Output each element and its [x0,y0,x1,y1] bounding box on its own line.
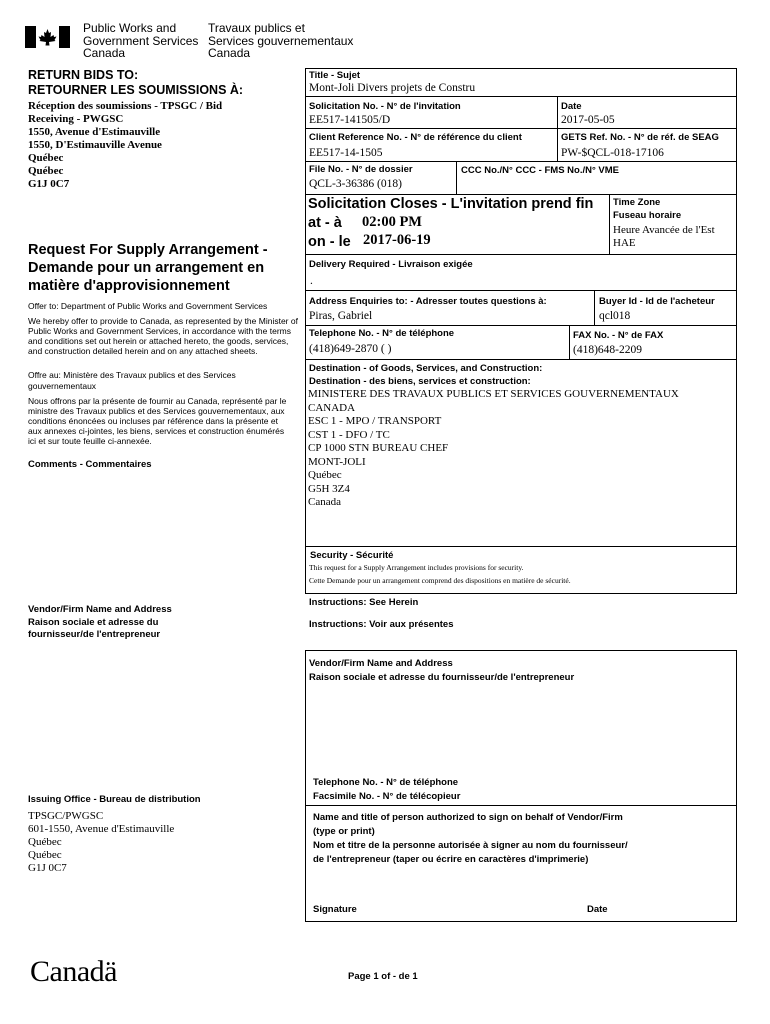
return-bids-address: Réception des soumissions - TPSGC / Bid Receiving - PWGSC 1550, Avenue d'Estimauville 1550, D'Estimauville Avenue Québec Québec G1J 0C7 [28,100,223,190]
fax-value: (418)648-2209 [573,344,642,356]
signature-date-label: Date [587,904,608,915]
instructions-en: Instructions: See Herein [309,597,419,608]
offre-au: Offre au: Ministère des Travaux publics et des Services gouvernementaux [28,370,236,391]
issuing-office-label: Issuing Office - Bureau de distribution [28,794,201,805]
fax-label: FAX No. - N° de FAX [573,330,664,341]
delivery-required-label: Delivery Required - Livraison exigée [309,259,473,270]
closes-at-value: 02:00 PM [362,214,422,230]
address-enquiries-label: Address Enquiries to: - Adresser toutes questions à: [309,296,547,307]
date-value: 2017-05-05 [561,114,615,126]
buyer-id-label: Buyer Id - Id de l'acheteur [599,296,715,307]
canada-flag-logo [25,26,70,48]
vendor-name-label: Vendor/Firm Name and Address Raison sociale et adresse du fournisseur/de l'entrepreneur [309,658,575,683]
authorized-person-label: Name and title of person authorized to sign on behalf of Vendor/Firm (type or print) Nom et titre de la personne autorisée à signer au nom du fournisseur/ de l'entrepreneur (taper ou écrire en caractères d'imprimerie) [313,812,628,865]
solicitation-no-value: EE517-141505/D [309,114,391,126]
vendor-facsimile-label: Facsimile No. - N° de télécopieur [313,791,461,802]
page-number: Page 1 of - de 1 [348,971,418,982]
gets-ref-value: PW-$QCL-018-17106 [561,147,664,159]
title-value: Mont-Joli Divers projets de Constru [309,82,476,94]
security-label: Security - Sécurité [310,550,394,561]
comments-label: Comments - Commentaires [28,459,152,470]
destination-label: Destination - of Goods, Services, and Construction: Destination - des biens, services et construction: [309,363,543,387]
address-enquiries-value: Piras, Gabriel [309,310,373,322]
closes-on-label: on - le [308,234,351,250]
closes-on-value: 2017-06-19 [363,232,431,248]
time-zone-label: Time Zone Fuseau horaire [613,197,682,221]
telephone-value: (418)649-2870 ( ) [309,343,392,355]
file-no-value: QCL-3-36386 (018) [309,178,402,190]
instructions-fr: Instructions: Voir aux présentes [309,619,454,630]
file-no-label: File No. - N° de dossier [309,164,413,175]
vendor-telephone-label: Telephone No. - N° de téléphone [313,777,459,788]
security-text-en: This request for a Supply Arrangement includes provisions for security. [309,563,524,572]
gets-ref-label: GETS Ref. No. - N° de réf. de SEAG [561,132,719,143]
security-text-fr: Cette Demande pour un arrangement comprend des dispositions en matière de sécurité. [309,576,571,585]
destination-address: MINISTERE DES TRAVAUX PUBLICS ET SERVICES GOUVERNEMENTAUX CANADA ESC 1 - MPO / TRANSPORT CST 1 - DFO / TC CP 1000 STN BUREAU CHEF MONT-JOLI Québec G5H 3Z4 Canada [308,388,679,508]
vendor-name-label-left: Vendor/Firm Name and Address Raison sociale et adresse du fournisseur/de l'entrepreneur [28,604,172,640]
buyer-id-value: qcl018 [599,310,631,322]
delivery-required-value: . [310,275,313,287]
closes-at-label: at - à [308,215,342,231]
solicitation-no-label: Solicitation No. - N° de l'invitation [309,101,461,112]
request-title: Request For Supply Arrangement - Demande pour un arrangement en matière d'approvisionnement [28,242,268,294]
offer-to: Offer to: Department of Public Works and Government Services [28,301,268,311]
time-zone-value: Heure Avancée de l'Est HAE [613,224,715,249]
ccc-fms-label: CCC No./N° CCC - FMS No./N° VME [461,165,620,176]
telephone-label: Telephone No. - N° de téléphone [309,328,455,339]
title-label: Title - Sujet [309,70,361,81]
department-name-fr: Travaux publics et Services gouvernementaux Canada [208,21,354,60]
issuing-office-address: TPSGC/PWGSC 601-1550, Avenue d'Estimauville Québec Québec G1J 0C7 [28,810,175,874]
date-label: Date [561,101,582,112]
signature-label: Signature [313,904,357,915]
canada-wordmark: Canadä [30,955,117,988]
solicitation-closes-title: Solicitation Closes - L'invitation prend fin [308,196,594,212]
return-bids-title: RETURN BIDS TO: RETOURNER LES SOUMISSIONS À: [28,68,244,97]
client-ref-value: EE517-14-1505 [309,147,383,159]
client-ref-label: Client Reference No. - N° de référence du client [309,132,522,143]
offer-text-fr: Nous offrons par la présente de fournir au Canada, représenté par le ministre des Travaux publics et des Services gouvernementaux, aux conditions énoncées ou incluses par référence dans la présente et aux annexes ci-jointes, les biens, services et construction énumérés ici et sur toute feuille ci-annexée. [28,396,287,446]
vendor-name-field[interactable] [309,688,733,773]
department-name-en: Public Works and Government Services Canada [83,21,199,60]
offer-text-en: We hereby offer to provide to Canada, as represented by the Minister of Public Works and Government Services, in accordance with the terms and conditions set out herein or attached hereto, the goods, services, and construction detailed herein and on any attached sheets. [28,316,298,356]
